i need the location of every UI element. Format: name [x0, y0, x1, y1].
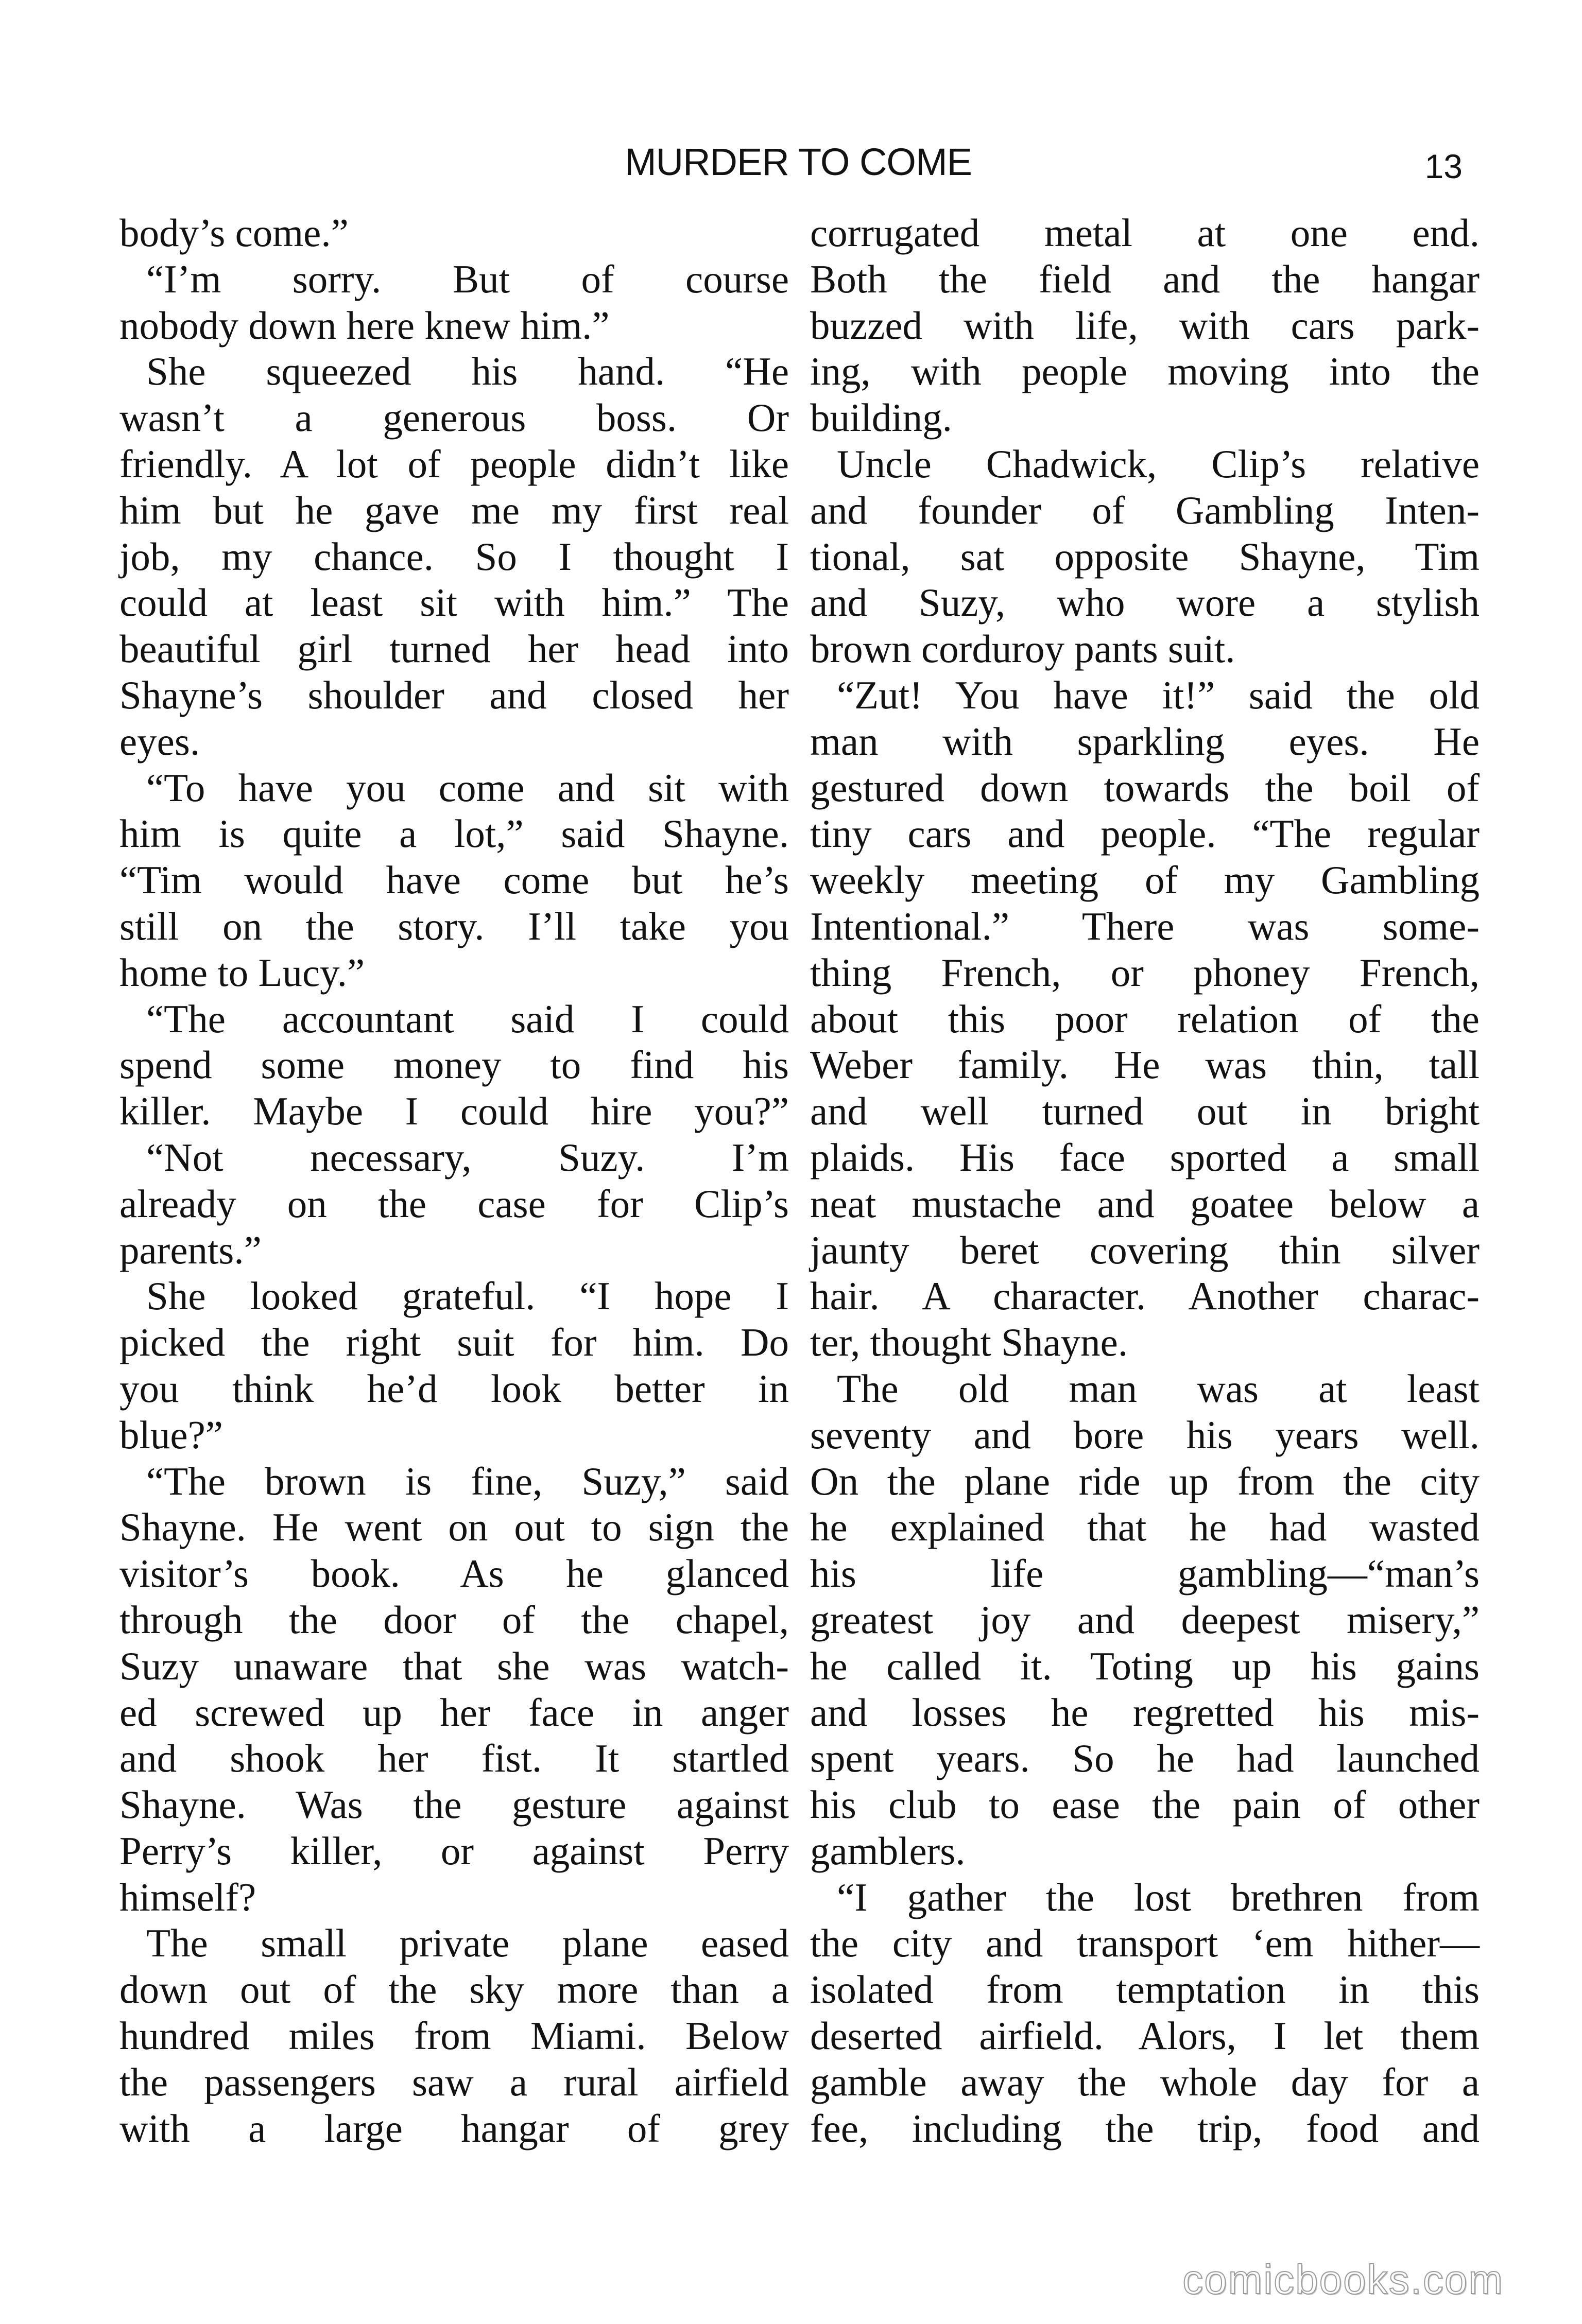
- text-line: blue?”: [119, 1412, 223, 1457]
- text-line: home to Lucy.”: [119, 950, 365, 995]
- text-line: down out of the sky more than a: [119, 1967, 789, 2012]
- text-line: through the door of the chapel,: [119, 1597, 789, 1642]
- text-column-left: [119, 210, 789, 2152]
- text-line: “The accountant said I could: [146, 996, 789, 1041]
- text-line: “Not necessary, Suzy. I’m: [146, 1135, 789, 1180]
- text-line: his life gambling—“man’s: [810, 1551, 1480, 1596]
- text-line: gamblers.: [810, 1828, 966, 1873]
- text-line: and losses he regretted his mis-: [810, 1690, 1480, 1735]
- text-line: plaids. His face sported a small: [810, 1135, 1480, 1180]
- text-line: “Zut! You have it!” said the old: [837, 672, 1480, 717]
- text-line: buzzed with life, with cars park-: [810, 303, 1480, 348]
- text-line: Shayne’s shoulder and closed her: [119, 672, 789, 717]
- text-line: body’s come.”: [119, 211, 349, 255]
- text-line: could at least sit with him.” The: [119, 580, 789, 625]
- text-line: Both the field and the hangar: [810, 256, 1480, 301]
- text-line: “The brown is fine, Suzy,” said: [146, 1459, 789, 1503]
- text-line: neat mustache and goatee below a: [810, 1181, 1480, 1226]
- text-line: beautiful girl turned her head into: [119, 627, 789, 671]
- text-line: fee, including the trip, food and: [810, 2106, 1480, 2150]
- text-line: friendly. A lot of people didn’t like: [119, 441, 789, 486]
- text-line: and founder of Gambling Inten-: [810, 488, 1480, 532]
- text-line: Perry’s killer, or against Perry: [119, 1828, 789, 1873]
- text-line: and Suzy, who wore a stylish: [810, 580, 1480, 625]
- text-line: hair. A character. Another charac-: [810, 1274, 1480, 1319]
- text-line: parents.”: [119, 1227, 262, 1272]
- text-line: and shook her fist. It startled: [119, 1736, 789, 1781]
- text-line: The small private plane eased: [146, 1921, 789, 1966]
- text-line: corrugated metal at one end.: [810, 211, 1480, 255]
- text-line: visitor’s book. As he glanced: [119, 1551, 789, 1596]
- text-line: already on the case for Clip’s: [119, 1181, 789, 1226]
- text-line: the city and transport ‘em hither—: [810, 1921, 1480, 1966]
- text-line: eyes.: [119, 719, 200, 764]
- text-line: gestured down towards the boil of: [810, 765, 1480, 810]
- text-line: with a large hangar of grey: [119, 2106, 789, 2150]
- text-line: brown corduroy pants suit.: [810, 627, 1235, 671]
- text-line: building.: [810, 395, 952, 440]
- page-number: 13: [1424, 147, 1463, 185]
- text-line: him but he gave me my first real: [119, 488, 789, 532]
- text-line: nobody down here knew him.”: [119, 303, 610, 348]
- text-line: his club to ease the pain of other: [810, 1782, 1480, 1827]
- text-line: The old man was at least: [837, 1366, 1480, 1411]
- text-line: deserted airfield. Alors, I let them: [810, 2014, 1480, 2058]
- text-line: job, my chance. So I thought I: [119, 534, 789, 579]
- text-line: Intentional.” There was some-: [810, 904, 1480, 948]
- text-line: killer. Maybe I could hire you?”: [119, 1089, 789, 1134]
- text-line: weekly meeting of my Gambling: [810, 858, 1480, 903]
- text-line: Suzy unaware that she was watch-: [119, 1643, 789, 1688]
- text-line: jaunty beret covering thin silver: [810, 1227, 1480, 1272]
- text-line: She squeezed his hand. “He: [146, 349, 789, 394]
- text-line: “I gather the lost brethren from: [837, 1875, 1480, 1919]
- text-line: and well turned out in bright: [810, 1089, 1480, 1134]
- text-line: spend some money to find his: [119, 1043, 789, 1087]
- text-line: about this poor relation of the: [810, 996, 1480, 1041]
- text-line: “Tim would have come but he’s: [119, 858, 789, 903]
- text-line: ing, with people moving into the: [810, 349, 1480, 394]
- text-line: She looked grateful. “I hope I: [146, 1274, 789, 1319]
- text-line: Uncle Chadwick, Clip’s relative: [837, 441, 1480, 486]
- text-line: still on the story. I’ll take you: [119, 904, 789, 948]
- text-line: spent years. So he had launched: [810, 1736, 1480, 1781]
- text-line: Shayne. He went on out to sign the: [119, 1505, 789, 1550]
- text-line: “To have you come and sit with: [146, 765, 789, 810]
- text-line: you think he’d look better in: [119, 1366, 789, 1411]
- text-line: greatest joy and deepest misery,”: [810, 1597, 1480, 1642]
- watermark: comicbooks.com: [1182, 2257, 1504, 2302]
- text-line: Shayne. Was the gesture against: [119, 1782, 789, 1827]
- text-line: gamble away the whole day for a: [810, 2059, 1480, 2104]
- text-line: he explained that he had wasted: [810, 1505, 1480, 1550]
- text-line: Weber family. He was thin, tall: [810, 1043, 1480, 1087]
- text-line: man with sparkling eyes. He: [810, 719, 1480, 764]
- text-line: tiny cars and people. “The regular: [810, 811, 1480, 856]
- text-line: isolated from temptation in this: [810, 1967, 1480, 2012]
- text-line: him is quite a lot,” said Shayne.: [119, 811, 789, 856]
- text-line: ter, thought Shayne.: [810, 1320, 1128, 1365]
- text-line: tional, sat opposite Shayne, Tim: [810, 534, 1480, 579]
- text-line: wasn’t a generous boss. Or: [119, 395, 789, 440]
- running-header-title: MURDER TO COME: [625, 141, 972, 183]
- text-line: ed screwed up her face in anger: [119, 1690, 789, 1735]
- text-line: the passengers saw a rural airfield: [119, 2059, 789, 2104]
- text-line: himself?: [119, 1875, 256, 1919]
- text-line: hundred miles from Miami. Below: [119, 2014, 789, 2058]
- text-line: seventy and bore his years well.: [810, 1412, 1480, 1457]
- text-line: he called it. Toting up his gains: [810, 1643, 1480, 1688]
- text-line: On the plane ride up from the city: [810, 1459, 1480, 1503]
- text-line: “I’m sorry. But of course: [146, 256, 789, 301]
- text-line: thing French, or phoney French,: [810, 950, 1480, 995]
- text-line: picked the right suit for him. Do: [119, 1320, 789, 1365]
- text-column-right: [810, 210, 1480, 2152]
